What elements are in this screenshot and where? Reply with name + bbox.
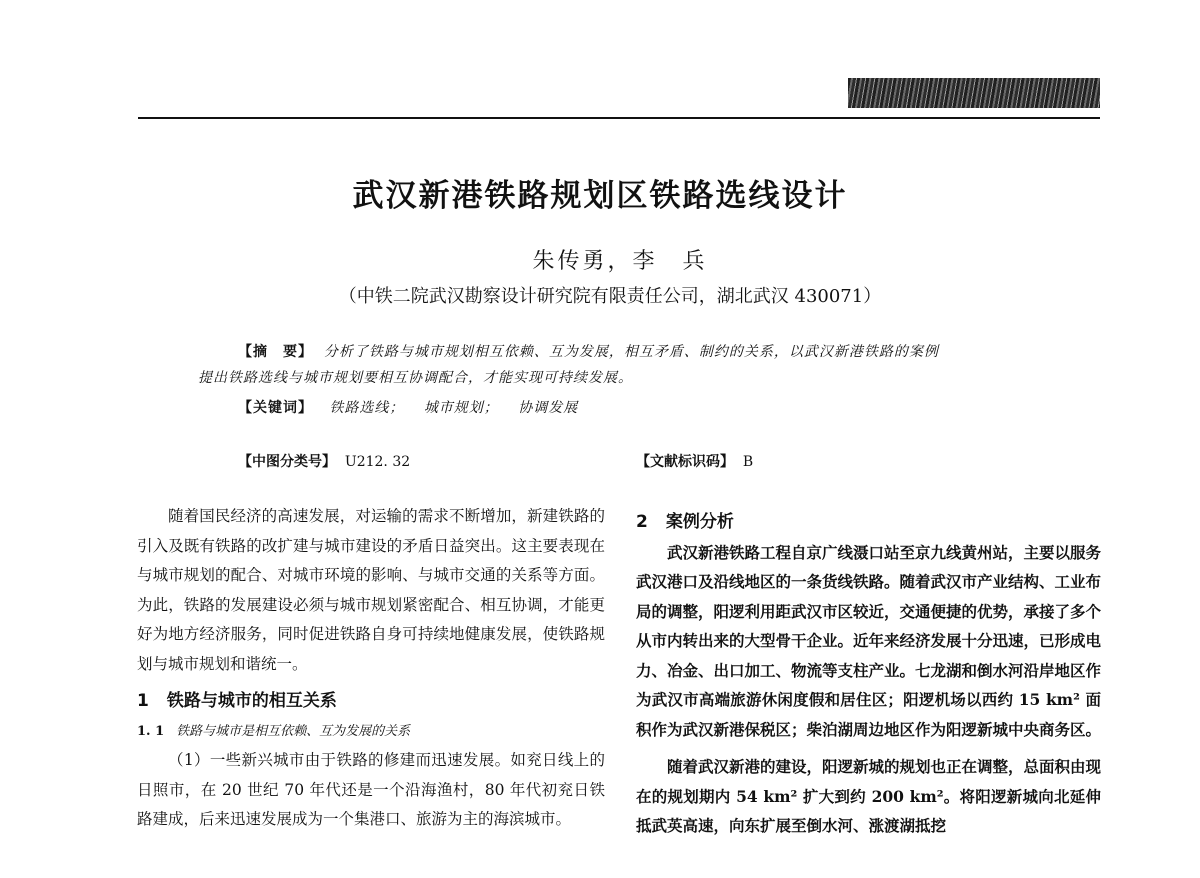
document-code-label: 【文献标识码】 xyxy=(636,454,734,470)
classification-number xyxy=(238,451,410,471)
section-2-title: 案例分析 xyxy=(665,512,734,532)
section-1-title: 铁路与城市的相互关系 xyxy=(166,691,337,711)
abstract-label: 【摘 要】 xyxy=(238,344,313,360)
abstract xyxy=(198,339,1048,391)
header-rule xyxy=(138,117,1100,119)
keywords-label: 【关键词】 xyxy=(238,400,313,416)
abstract-text-line1: 分析了铁路与城市规划相互依赖、互为发展，相互矛盾、制约的关系，以武汉新港铁路的案例 xyxy=(323,344,939,360)
section-2-paragraph-1: 武汉新港铁路工程自京广线滠口站至京九线黄州站，主要以服务武汉港口及沿线地区的一条货线铁路。随着武汉市产业结构、工业布局的调整，阳逻利用距武汉市区较近，交通便捷的优势，承接了多个从市内转出来的大型骨干企业。近年来经济发展十分迅速，已形成电力、冶金、出口加工、物流等支柱产业。七龙湖和倒水河沿岸地区作为武汉市高端旅游休闲度假和居住区；阳逻机场以西约 15 km² 面积作为武汉新港保税区；柴泊湖周边地区作为阳逻新城中央商务区。 xyxy=(636,542,1102,739)
keyword-item: 铁路选线； xyxy=(329,400,405,416)
section-2-heading: 2 案例分析 xyxy=(636,512,734,532)
section-1-1-paragraph: （1）一些新兴城市由于铁路的修建而迅速发展。如兖日线上的日照市，在 20 世纪 70 年代还是一个沿海渔村，80 年代初兖日铁路建成，后来迅速发展成为一个集港口、旅游为主的海滨城市。 xyxy=(137,751,605,828)
section-1-heading: 1 铁路与城市的相互关系 xyxy=(137,691,337,711)
document-code-value: B xyxy=(742,454,754,470)
section-1-1-title: 铁路与城市是相互依赖、互为发展的关系 xyxy=(176,723,411,739)
section-2-paragraph-2: 随着武汉新港的建设，阳逻新城的规划也正在调整，总面积由现在的规划期内 54 km² 扩大到约 200 km²。将阳逻新城向北延伸抵武英高速，向东扩展至倒水河、涨渡湖抵挖 xyxy=(636,757,1102,835)
right-column xyxy=(636,508,1101,841)
journal-header-decoration xyxy=(848,78,1100,108)
keyword-item: 城市规划； xyxy=(423,400,499,416)
classification-value: U212. 32 xyxy=(344,454,411,470)
left-column xyxy=(137,502,605,835)
keyword-item: 协调发展 xyxy=(518,400,579,416)
document-code xyxy=(636,451,753,471)
paper-title: 武汉新港铁路规划区铁路选线设计 xyxy=(352,178,848,214)
intro-paragraph: 随着国民经济的高速发展，对运输的需求不断增加，新建铁路的引入及既有铁路的改扩建与城市建设的矛盾日益突出。这主要表现在与城市规划的配合、对城市环境的影响、与城市交通的关系等方面。为此，铁路的发展建设必须与城市规划紧密配合、相互协调，才能更好为地方经济服务，同时促进铁路自身可持续地健康发展，使铁路规划与城市规划和谐统一。 xyxy=(137,507,605,673)
keywords xyxy=(238,397,592,417)
affiliation: （中铁二院武汉勘察设计研究院有限责任公司，湖北武汉 430071） xyxy=(338,286,882,307)
authors: 朱传勇，李 兵 xyxy=(532,249,708,274)
classification-label: 【中图分类号】 xyxy=(238,454,336,470)
section-1-1-heading: 1. 1 铁路与城市是相互依赖、互为发展的关系 xyxy=(137,723,411,739)
abstract-text-line2: 提出铁路选线与城市规划要相互协调配合，才能实现可持续发展。 xyxy=(198,370,633,386)
